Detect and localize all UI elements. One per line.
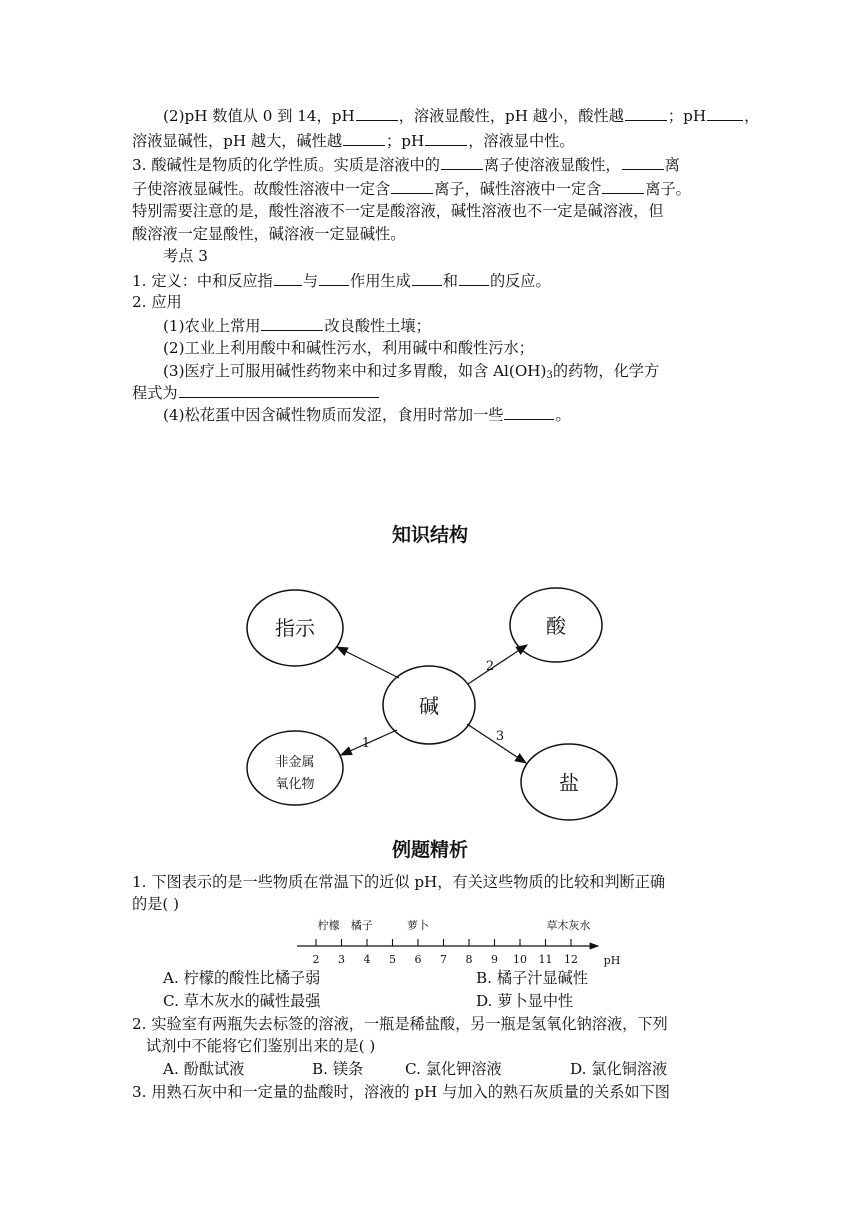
text: ；pH bbox=[667, 107, 707, 125]
question-1-option-b[interactable]: B. 橘子汁显碱性 bbox=[476, 969, 588, 987]
fill-blank bbox=[602, 178, 644, 194]
text: 与 bbox=[302, 272, 319, 290]
text: (3)医疗上可服用碱性药物来中和过多胃酸，如含 Al(OH) bbox=[163, 362, 547, 380]
arrow-to-indicator bbox=[337, 647, 399, 678]
base-node-label: 碱 bbox=[419, 694, 439, 718]
text: 程式为 bbox=[132, 384, 178, 402]
ph-tick-label: 2 bbox=[312, 953, 320, 966]
paragraph-ph-range-line2 bbox=[132, 130, 575, 151]
question-2-option-c[interactable]: C. 氯化钾溶液 bbox=[405, 1060, 502, 1078]
ph-substance-label: 萝卜 bbox=[407, 919, 429, 932]
ph-tick-label: 4 bbox=[363, 953, 371, 966]
text: 1. 定义：中和反应指 bbox=[132, 272, 273, 290]
ph-substance-label: 草木灰水 bbox=[546, 919, 591, 932]
arrow-to-acid bbox=[468, 645, 527, 684]
application-item-2: (2)工业上利用酸中和碱性污水，利用碱中和酸性污水； bbox=[163, 339, 534, 357]
ph-substance-label: 柠檬 bbox=[317, 919, 340, 932]
indicator-node-label: 指示 bbox=[275, 616, 315, 640]
question-1-option-c[interactable]: C. 草木灰水的碱性最强 bbox=[163, 992, 321, 1010]
text: 子使溶液显碱性。故酸性溶液中一定含 bbox=[132, 180, 391, 198]
text: 离子。 bbox=[645, 180, 691, 198]
application-item-1 bbox=[163, 315, 431, 336]
ph-tick-label: 5 bbox=[389, 953, 396, 966]
text: ，溶液显中性。 bbox=[468, 132, 575, 150]
question-1-line2: 的是( ) bbox=[132, 895, 180, 913]
ph-substance-label: 橘子 bbox=[350, 919, 373, 932]
text: ；pH bbox=[386, 132, 425, 150]
ph-tick-label: 7 bbox=[440, 953, 447, 966]
fill-blank bbox=[622, 154, 664, 170]
question-1-option-d[interactable]: D. 萝卜显中性 bbox=[476, 992, 574, 1010]
definition-line bbox=[132, 270, 551, 291]
ph-tick-label: 12 bbox=[564, 953, 578, 966]
examples-heading: 例题精析 bbox=[391, 839, 468, 861]
question-2-option-b[interactable]: B. 镁条 bbox=[312, 1060, 364, 1078]
ph-tick-label: 8 bbox=[465, 953, 473, 966]
text: ， bbox=[744, 107, 760, 125]
paragraph-acid-base-line4: 酸溶液一定显酸性，碱溶液一定显碱性。 bbox=[132, 225, 406, 243]
text: 离 bbox=[664, 156, 680, 174]
text: 改良酸性土壤； bbox=[324, 317, 431, 335]
fill-blank bbox=[274, 270, 302, 286]
question-2-line2: 试剂中不能将它们鉴别出来的是( ) bbox=[146, 1037, 376, 1055]
text: (1)农业上常用 bbox=[163, 317, 261, 335]
text: (4)松花蛋中因含碱性物质而发涩，食用时常加一些 bbox=[163, 406, 504, 424]
ph-scale-figure bbox=[0, 914, 860, 974]
question-2-option-d[interactable]: D. 氯化铜溶液 bbox=[570, 1060, 668, 1078]
fill-blank bbox=[625, 105, 667, 121]
text: 作用生成 bbox=[350, 272, 411, 290]
fill-blank bbox=[441, 154, 483, 170]
text: 。 bbox=[555, 406, 571, 424]
fill-blank bbox=[179, 382, 379, 398]
paragraph-ph-range-line1 bbox=[163, 105, 759, 126]
text: 的药物，化学方 bbox=[552, 362, 660, 380]
paragraph-acid-base-line3: 特别需要注意的是，酸性溶液不一定是酸溶液，碱性溶液也不一定是碱溶液，但 bbox=[132, 202, 664, 220]
fill-blank bbox=[356, 105, 398, 121]
question-3-line1: 3. 用熟石灰中和一定量的盐酸时，溶液的 pH 与加入的熟石灰质量的关系如下图 bbox=[132, 1083, 670, 1101]
application-item-3-cont bbox=[132, 382, 380, 403]
ph-tick-label: 10 bbox=[513, 953, 527, 966]
arrow-label-3: 3 bbox=[495, 729, 505, 744]
text: 离子，碱性溶液中一定含 bbox=[434, 180, 602, 198]
ph-tick-label: 11 bbox=[538, 953, 553, 966]
paragraph-acid-base-line2 bbox=[132, 178, 691, 199]
fill-blank bbox=[412, 270, 442, 286]
text: 3. 酸碱性是物质的化学性质。实质是溶液中的 bbox=[132, 156, 440, 174]
fill-blank bbox=[343, 130, 385, 146]
text: 的反应。 bbox=[489, 272, 551, 290]
knowledge-structure-heading: 知识结构 bbox=[391, 524, 468, 546]
text: 离子使溶液显酸性， bbox=[483, 156, 621, 174]
application-item-4 bbox=[163, 404, 571, 425]
fill-blank bbox=[459, 270, 489, 286]
text: 和 bbox=[442, 272, 458, 290]
nonmetal-oxide-label-line1: 非金属 bbox=[275, 755, 315, 770]
fill-blank bbox=[391, 178, 433, 194]
ph-unit-label: pH bbox=[603, 954, 621, 967]
arrow-label-1: 1 bbox=[361, 736, 371, 751]
text: (2)pH 数值从 0 到 14，pH bbox=[163, 107, 355, 125]
acid-node-label: 酸 bbox=[546, 614, 566, 638]
paragraph-acid-base-line1 bbox=[132, 154, 680, 175]
text: 溶液显碱性，pH 越大，碱性越 bbox=[132, 132, 343, 150]
ph-tick-label: 6 bbox=[414, 953, 422, 966]
section-title: 考点 3 bbox=[163, 247, 208, 265]
salt-node-label: 盐 bbox=[559, 771, 579, 795]
subscript: 3 bbox=[546, 370, 553, 381]
fill-blank bbox=[425, 130, 467, 146]
ph-tick-label: 3 bbox=[338, 953, 345, 966]
nonmetal-oxide-label-line2: 氧化物 bbox=[275, 777, 315, 792]
fill-blank bbox=[261, 315, 323, 331]
fill-blank bbox=[707, 105, 743, 121]
text: ，溶液显酸性，pH 越小，酸性越 bbox=[398, 107, 624, 125]
ph-tick-label: 9 bbox=[491, 953, 498, 966]
arrow-label-2: 2 bbox=[485, 659, 495, 674]
question-2-line1: 2. 实验室有两瓶失去标签的溶液，一瓶是稀盐酸，另一瓶是氢氧化钠溶液，下列 bbox=[132, 1015, 668, 1033]
question-1-option-a[interactable]: A. 柠檬的酸性比橘子弱 bbox=[163, 969, 321, 987]
fill-blank bbox=[504, 404, 554, 420]
question-2-option-a[interactable]: A. 酚酞试液 bbox=[163, 1060, 245, 1078]
knowledge-structure-diagram bbox=[0, 560, 860, 860]
question-1-line1: 1. 下图表示的是一些物质在常温下的近似 pH，有关这些物质的比较和判断正确 bbox=[132, 873, 666, 891]
application-heading: 2. 应用 bbox=[132, 293, 182, 311]
fill-blank bbox=[319, 270, 349, 286]
